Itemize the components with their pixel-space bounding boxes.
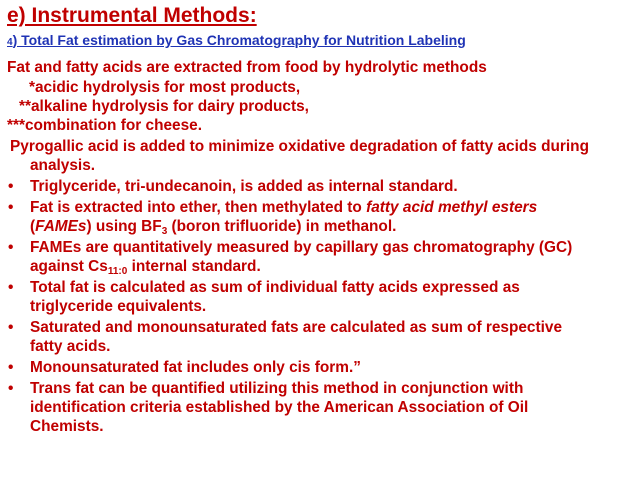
pyrogallic-line-2: analysis. (30, 157, 96, 174)
bullet-item (7, 198, 632, 236)
bullet-item (7, 278, 632, 316)
bullet-icon: • (8, 199, 14, 216)
pyrogallic-paragraph (7, 137, 632, 175)
bullet-text-part: internal standard. (127, 258, 261, 275)
bullet-item (7, 379, 632, 436)
bullet-item (7, 238, 632, 276)
method-acidic: *acidic hydrolysis for most products, (29, 79, 301, 96)
bullet-text: Trans fat can be quantified utilizing this method in conjunction with (30, 380, 524, 397)
bullet-text-continuation: fatty acids. (30, 338, 111, 355)
bullet-text: Total fat is calculated as sum of individual fatty acids expressed as (30, 279, 520, 296)
bullet-text: Saturated and monounsaturated fats are calculated as sum of respective (30, 319, 562, 336)
bullet-text-continuation: triglyceride equivalents. (30, 298, 207, 315)
bullet-text-part: Fat is extracted into ether, then methylated to (30, 199, 367, 216)
subscript: 3 (161, 226, 168, 237)
bullet-text-part: (boron trifluoride) in methanol. (167, 218, 397, 235)
bullet-text: Monounsaturated fat includes only cis form.” (30, 359, 361, 376)
bullet-text-continuation (30, 217, 632, 236)
bullet-icon: • (8, 319, 14, 336)
subtitle-number: 4 (7, 37, 13, 48)
bullet-item (7, 177, 632, 196)
bullet-text-continuation: identification criteria established by the American Association of Oil (30, 399, 529, 416)
pyrogallic-line-1: Pyrogallic acid is added to minimize oxidative degradation of fatty acids during (10, 138, 589, 155)
bullet-text (30, 198, 632, 217)
bullet-icon: • (8, 380, 14, 397)
method-alkaline: **alkaline hydrolysis for dairy products, (19, 98, 309, 115)
subtitle-text: ) Total Fat estimation by Gas Chromatography for Nutrition Labeling (12, 32, 466, 48)
bullet-item (7, 318, 632, 356)
slide-body (7, 58, 632, 436)
subscript: 11:0 (107, 266, 128, 277)
bullet-item (7, 358, 632, 377)
bullet-text: FAMEs are quantitatively measured by capillary gas chromatography (GC) (30, 239, 573, 256)
intro-text: Fat and fatty acids are extracted from food by hydrolytic methods (7, 59, 487, 76)
slide-title: e) Instrumental Methods: (7, 4, 257, 27)
bullet-text-part: ( (30, 218, 36, 235)
bullet-text-part: against Cs (30, 258, 108, 275)
bullet-text: Triglyceride, tri-undecanoin, is added as internal standard. (30, 178, 458, 195)
bullet-text-continuation: Chemists. (30, 418, 104, 435)
method-combination: ***combination for cheese. (7, 117, 202, 134)
slide-subtitle (7, 32, 466, 48)
bullet-icon: • (8, 239, 14, 256)
bullet-icon: • (8, 359, 14, 376)
bullet-text-continuation (30, 257, 632, 276)
bullet-icon: • (8, 279, 14, 296)
bullet-text-part: ) using BF (86, 218, 162, 235)
bullet-text-italic: fatty acid methyl esters (366, 199, 538, 216)
bullet-icon: • (8, 178, 14, 195)
bullet-text-italic: FAMEs (35, 218, 87, 235)
